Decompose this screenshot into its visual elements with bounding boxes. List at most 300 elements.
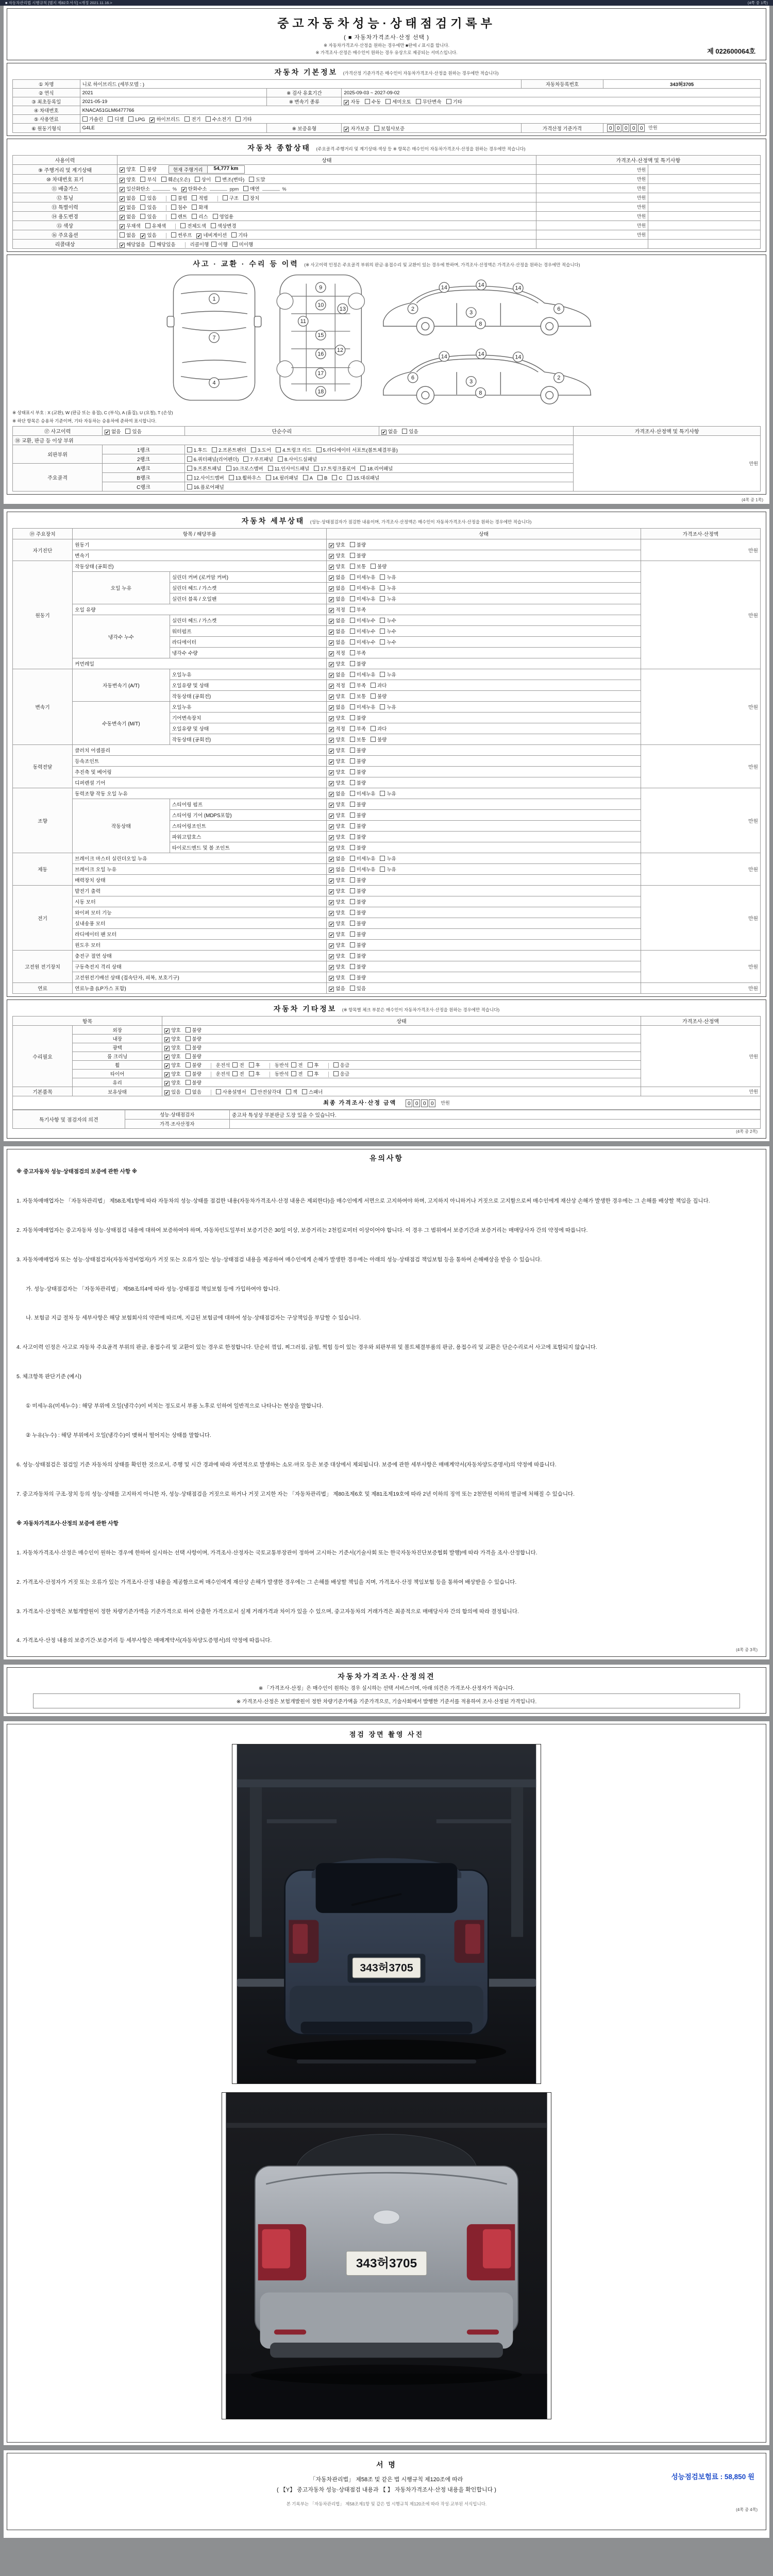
cell-text: ※ 검사 유효기간 xyxy=(287,91,322,96)
cell xyxy=(162,1070,641,1078)
checkbox-option xyxy=(350,726,366,732)
cell xyxy=(73,918,327,929)
cell xyxy=(73,658,327,669)
checkbox-checked-icon: ✔ xyxy=(329,770,334,776)
cell xyxy=(13,193,117,202)
checkbox-option xyxy=(211,242,227,248)
checkbox-checked-icon: ✔ xyxy=(329,716,334,722)
checkbox-label: 없음 xyxy=(335,575,345,581)
overall-title: 자동차 종합상태 xyxy=(247,144,311,152)
checkbox-checked-icon: ✔ xyxy=(329,749,334,754)
checkbox-option xyxy=(380,575,396,581)
checkbox-unchecked-icon xyxy=(128,116,133,122)
cell xyxy=(342,97,761,106)
cell xyxy=(170,810,327,821)
notice-body xyxy=(12,1165,761,1647)
checkbox-option xyxy=(192,196,208,201)
checkbox-label: 일산화탄소 xyxy=(126,186,150,192)
cell-text: 자동변속기 (A/T) xyxy=(102,683,140,689)
checkbox-checked-icon: ✔ xyxy=(329,987,334,992)
checkbox-unchecked-icon xyxy=(140,166,145,172)
option-group xyxy=(329,705,400,710)
panel-number-badge xyxy=(476,388,485,398)
checkbox-option xyxy=(120,177,136,183)
document-number: 제 022600064호 xyxy=(707,47,755,55)
checkbox-unchecked-icon xyxy=(350,899,355,904)
cell xyxy=(73,907,327,918)
checkbox-label: 12.사이드멤버 xyxy=(193,475,224,481)
cell xyxy=(184,473,574,482)
notice-line: ※ 자동차가격조사·산정의 보증에 관한 사항 xyxy=(16,1520,119,1527)
checkbox-label: 전체도색 xyxy=(187,223,206,229)
checkbox-unchecked-icon xyxy=(350,791,355,796)
cell-text: G4LE xyxy=(82,125,95,131)
license-plate-text: 343허3705 xyxy=(356,2256,417,2270)
cell xyxy=(327,648,641,658)
checkbox-option xyxy=(243,196,259,201)
panel-number-badge xyxy=(513,352,523,362)
cell xyxy=(162,1035,641,1043)
checkbox-unchecked-icon xyxy=(380,704,385,709)
checkbox-unchecked-icon xyxy=(380,867,385,872)
digit-box: 0 xyxy=(607,124,614,132)
checkbox-checked-icon: ✔ xyxy=(329,933,334,938)
cell xyxy=(327,550,641,561)
checkbox-label: 과다 xyxy=(377,726,387,733)
checkbox-label: 없음 xyxy=(335,867,345,873)
cell xyxy=(170,713,327,723)
cell xyxy=(170,637,327,648)
checkbox-label: 미세누유 xyxy=(356,575,376,581)
checkbox-unchecked-icon xyxy=(140,177,145,182)
checkbox-label: 없음 xyxy=(335,629,345,635)
cell-text: 고전원전기배선 상태 (접속단자, 피복, 보호기구) xyxy=(75,975,179,981)
checkbox-label: 유채색 xyxy=(152,223,166,229)
cell xyxy=(117,193,536,202)
state-code-legend-2: ※ 하단 항목은 승용차 기준이며, 기타 자동차는 승용차에 준하여 표시합니다. xyxy=(12,418,157,424)
checkbox-unchecked-icon xyxy=(212,447,217,452)
checkbox-option xyxy=(211,224,237,229)
cell-text: B랭크 xyxy=(137,476,150,482)
checkbox-label: 적정 xyxy=(335,651,345,657)
option-group xyxy=(329,835,371,840)
cell xyxy=(117,165,536,175)
checkbox-checked-icon: ✔ xyxy=(120,224,124,229)
cell-text: 배력장치 상태 xyxy=(75,878,106,884)
final-price-unit: 만원 xyxy=(441,1100,450,1106)
option-divider xyxy=(217,196,218,201)
checkbox-label: 양호 xyxy=(335,975,345,981)
cell-text: 워터펌프 xyxy=(172,629,192,635)
checkbox-label: 자동 xyxy=(350,99,360,105)
panel-number-badge xyxy=(209,378,219,387)
cell-text: 만원 xyxy=(636,167,646,173)
checkbox-label: 16.플로어패널 xyxy=(193,484,224,490)
basic-info-table xyxy=(12,79,761,133)
cell xyxy=(73,1061,162,1070)
checkbox-option xyxy=(192,205,208,211)
checkbox-option xyxy=(329,921,345,927)
checkbox-label: 불량 xyxy=(192,1054,201,1060)
option-group xyxy=(344,126,409,132)
checkbox-checked-icon: ✔ xyxy=(329,889,334,895)
checkbox-checked-icon: ✔ xyxy=(197,233,201,239)
checkbox-option xyxy=(171,233,192,239)
checkbox-label: 안전삼각대 xyxy=(257,1089,281,1095)
checkbox-option xyxy=(329,564,345,570)
cell xyxy=(170,583,327,594)
cell-text: 연료누출 (LP가스 포함) xyxy=(75,986,126,992)
checkbox-option xyxy=(329,943,345,948)
cell-text: 리콜대상 xyxy=(55,242,75,248)
checkbox-option xyxy=(329,867,345,873)
checkbox-label: 있음 xyxy=(132,429,142,435)
cell-text: 내장 xyxy=(112,1037,122,1043)
checkbox-label: 불량 xyxy=(192,1028,201,1034)
checkbox-checked-icon: ✔ xyxy=(329,694,334,700)
checkbox-label: 불량 xyxy=(356,921,366,927)
cell xyxy=(536,156,760,165)
cell-text: C랭크 xyxy=(137,485,150,491)
checkbox-option xyxy=(350,618,376,624)
cell xyxy=(73,1078,162,1087)
checkbox-label: 후 xyxy=(314,1072,319,1078)
checkbox-option xyxy=(213,214,234,220)
checkbox-checked-icon: ✔ xyxy=(329,922,334,927)
checkbox-label: 양호 xyxy=(335,943,345,949)
cell xyxy=(13,230,117,240)
checkbox-unchecked-icon xyxy=(316,447,322,452)
checkbox-option xyxy=(303,476,313,481)
checkbox-checked-icon: ✔ xyxy=(120,167,124,173)
cell xyxy=(641,886,760,951)
digit-box: 0 xyxy=(615,124,621,132)
option-group xyxy=(164,1072,354,1077)
cell xyxy=(327,961,641,972)
cell xyxy=(73,1052,162,1061)
cell-text: 커먼레일 xyxy=(75,662,94,668)
checkbox-unchecked-icon xyxy=(308,1071,313,1076)
checkbox-unchecked-icon xyxy=(231,232,237,238)
checkbox-unchecked-icon xyxy=(251,1089,256,1094)
cell xyxy=(327,637,641,648)
checkbox-label: 1.후드 xyxy=(193,447,207,453)
checkbox-option xyxy=(186,1028,201,1033)
cell xyxy=(327,983,641,994)
checkbox-option xyxy=(350,597,376,602)
checkbox-checked-icon: ✔ xyxy=(329,824,334,830)
checkbox-checked-icon: ✔ xyxy=(150,117,155,123)
checkbox-unchecked-icon xyxy=(350,964,355,969)
checkbox-unchecked-icon xyxy=(350,693,355,699)
option-group xyxy=(329,824,371,829)
checkbox-option xyxy=(350,607,366,613)
cell xyxy=(184,445,574,454)
checkbox-checked-icon: ✔ xyxy=(329,727,334,733)
cell-text: 만원 xyxy=(636,223,646,229)
cell xyxy=(13,669,73,745)
cell xyxy=(73,777,327,788)
checkbox-label: 적정 xyxy=(335,683,345,689)
checkbox-unchecked-icon xyxy=(350,553,355,558)
checkbox-label: 화재 xyxy=(198,205,208,211)
checkbox-option xyxy=(120,233,136,239)
checkbox-unchecked-icon xyxy=(317,475,323,480)
checkbox-option xyxy=(186,1037,201,1042)
cell xyxy=(73,929,327,940)
option-group xyxy=(329,683,391,689)
checkbox-unchecked-icon xyxy=(350,704,355,709)
cell xyxy=(13,80,80,89)
checkbox-label: 누유 xyxy=(386,586,396,592)
checkbox-unchecked-icon xyxy=(350,845,355,850)
checkbox-label: 없음 xyxy=(335,618,345,624)
notice-line: ※ 중고자동차 성능·상태점검의 보증에 관한 사항 ※ xyxy=(16,1168,138,1175)
option-group xyxy=(120,167,161,173)
panel-number-badge xyxy=(335,345,345,355)
panel-number-badge xyxy=(316,283,326,293)
option-group xyxy=(329,553,371,559)
license-plate-text: 343허3705 xyxy=(360,1961,413,1974)
cell xyxy=(13,97,80,106)
checkbox-unchecked-icon xyxy=(266,475,271,480)
checkbox-option xyxy=(120,205,136,211)
cell xyxy=(327,896,641,907)
checkbox-unchecked-icon xyxy=(333,1062,339,1067)
svg-text:10: 10 xyxy=(317,302,324,309)
checkbox-option xyxy=(329,975,345,981)
brand-emblem-icon xyxy=(374,2210,400,2224)
cell xyxy=(13,983,73,994)
option-group xyxy=(187,476,384,481)
cell xyxy=(170,691,327,702)
panel-number-badge xyxy=(408,373,417,383)
checkbox-label: 양호 xyxy=(171,1045,181,1052)
cell xyxy=(603,124,761,133)
checkbox-unchecked-icon xyxy=(206,116,211,122)
inspection-photos-section xyxy=(7,1724,766,2443)
checkbox-unchecked-icon xyxy=(350,585,355,590)
cell xyxy=(117,202,536,212)
option-group xyxy=(187,485,229,490)
cell xyxy=(648,230,761,240)
digit-box: 0 xyxy=(623,124,629,132)
checkbox-unchecked-icon xyxy=(286,1089,291,1094)
checkbox-option xyxy=(385,99,411,105)
cell xyxy=(13,886,73,951)
checkbox-label: 해당있음 xyxy=(156,242,176,248)
checkbox-option xyxy=(333,1063,349,1069)
value-blank xyxy=(262,186,280,191)
checkbox-unchecked-icon xyxy=(213,214,218,219)
cell xyxy=(327,680,641,691)
option-group xyxy=(329,726,391,732)
checkbox-option xyxy=(140,233,156,239)
cell-text: 제동 xyxy=(38,867,47,873)
checkbox-unchecked-icon xyxy=(187,475,192,480)
checkbox-option xyxy=(350,975,366,981)
cell xyxy=(641,1016,760,1026)
checkbox-label: 불량 xyxy=(356,813,366,819)
checkbox-unchecked-icon xyxy=(350,542,355,547)
cell-text: 작동상태 (공회전) xyxy=(75,564,114,570)
option-group xyxy=(329,748,371,754)
option-group xyxy=(329,845,371,851)
cell-text: 오일 유량 xyxy=(75,607,96,614)
checkbox-option xyxy=(187,457,239,463)
checkbox-label: 전 xyxy=(298,1063,303,1069)
overall-note: (주요골격·주행거리 및 계기상태·색상 등 ※ 항목은 매수인이 자동차가격조사·산정을 원하는 경우에만 적습니다) xyxy=(316,146,526,151)
checkbox-checked-icon: ✔ xyxy=(165,1037,169,1043)
cell xyxy=(641,788,760,853)
unit-label: 만원 xyxy=(648,125,658,131)
cell xyxy=(73,896,327,907)
cell xyxy=(327,907,641,918)
panel-number-badge xyxy=(298,316,308,326)
cell xyxy=(73,940,327,951)
cell-text: 브레이크 마스터 실린더오일 누유 xyxy=(75,856,147,862)
checkbox-label: 미세누유 xyxy=(356,705,376,711)
cell-text: 자동차등록번호 xyxy=(545,82,579,88)
checkbox-option xyxy=(243,187,286,192)
cell xyxy=(80,97,267,106)
accident-history-section xyxy=(7,255,766,495)
cell-text: A랭크 xyxy=(137,466,150,472)
checkbox-label: 양호 xyxy=(335,889,345,895)
checkbox-label: 구조 xyxy=(229,195,239,201)
cell xyxy=(170,669,327,680)
checkbox-unchecked-icon xyxy=(371,737,376,742)
notice-line: 4. 사고이력 인정은 사고로 자동차 주요골격 부위의 판금, 용접수리 및 교환이 있는 경우로 한정합니다. 단순히 꺾임, 찌그러짐, 긁힘, 찍힘 등이 있는 경우와 외판부위 및 볼트체결부품의 판금, 용접수리 및 교환은 단순수리로서 사고에 포함되지 않습니다. xyxy=(16,1344,597,1351)
cell xyxy=(103,464,185,473)
checkbox-option xyxy=(371,683,386,689)
checkbox-option xyxy=(350,759,366,765)
checkbox-label: 불량 xyxy=(356,759,366,765)
cell xyxy=(73,951,327,961)
panel-number-badge xyxy=(466,308,476,317)
checkbox-label: 이행 xyxy=(218,242,228,248)
checkbox-label: 불량 xyxy=(356,975,366,981)
cell-text: 와이퍼 모터 기능 xyxy=(75,910,112,917)
cell xyxy=(327,832,641,842)
checkbox-option xyxy=(171,205,187,211)
checkbox-label: 양호 xyxy=(335,716,345,722)
cell-text: ⑫ 튜닝 xyxy=(57,196,74,202)
cell-text: ⑥ 원동기형식 xyxy=(31,126,61,132)
checkbox-label: 영업용 xyxy=(219,214,234,220)
option-group xyxy=(329,629,400,635)
checkbox-checked-icon: ✔ xyxy=(329,586,334,592)
cell-text: 만원 xyxy=(749,1089,758,1095)
checkbox-option xyxy=(329,824,345,829)
final-price-label: 최종 가격조사·산정 금액 xyxy=(323,1100,397,1107)
checkbox-unchecked-icon xyxy=(171,214,176,219)
cell-text: 기어변속장치 xyxy=(172,716,201,722)
checkbox-label: 누수 xyxy=(386,629,396,635)
checkbox-option xyxy=(120,214,136,220)
option-group-label: 리콜이행 xyxy=(190,242,209,248)
checkbox-option xyxy=(186,1072,201,1077)
cell-text: 휠 xyxy=(115,1063,120,1069)
checkbox-label: 양호 xyxy=(335,781,345,787)
checkbox-option xyxy=(278,457,317,463)
price-opinion-line: ※ 「가격조사·산정」은 매수인이 원하는 경우 실시하는 선택 서비스이며, 아래 의견은 가격조사·산정자가 적습니다. xyxy=(258,1685,515,1691)
checkbox-option xyxy=(329,845,345,851)
option-group xyxy=(329,975,371,981)
checkbox-label: 불량 xyxy=(147,167,157,173)
checkbox-option xyxy=(186,1063,201,1069)
panel-number-badge xyxy=(209,333,219,343)
cell xyxy=(13,184,117,193)
photo-list xyxy=(12,1744,761,2419)
cell xyxy=(327,669,641,680)
cell-text: 만원 xyxy=(748,964,758,971)
cell xyxy=(13,89,80,97)
checkbox-option xyxy=(350,986,366,992)
checkbox-option xyxy=(187,466,222,472)
option-group-label: 동반석 xyxy=(274,1072,289,1078)
checkbox-unchecked-icon xyxy=(371,693,376,699)
checkbox-label: 하이브리드 xyxy=(156,117,180,123)
etc-title: 자동차 기타정보 xyxy=(273,1005,337,1013)
checkbox-option xyxy=(212,448,246,453)
option-group xyxy=(329,770,371,775)
cell-text: ⑮ 색상 xyxy=(57,224,74,230)
odometer-label: 현재 주행거리 xyxy=(169,166,208,173)
checkbox-unchecked-icon xyxy=(140,205,145,210)
checkbox-option xyxy=(120,224,141,229)
checkbox-option xyxy=(350,662,366,667)
checkbox-label: 자가보증 xyxy=(350,126,370,132)
accident-history-table xyxy=(12,426,761,492)
option-group xyxy=(187,466,398,472)
cell-text: 1랭크 xyxy=(137,448,150,454)
checkbox-option xyxy=(329,575,345,581)
checkbox-unchecked-icon xyxy=(350,931,355,937)
checkbox-unchecked-icon xyxy=(385,99,391,104)
checkbox-label: 3.도어 xyxy=(257,447,272,453)
checkbox-label: 사용설명서 xyxy=(222,1089,246,1095)
checkbox-label: 8.사이드실패널 xyxy=(284,456,317,463)
data-table xyxy=(12,155,761,249)
checkbox-unchecked-icon xyxy=(232,242,238,247)
checkbox-unchecked-icon xyxy=(229,475,234,480)
checkbox-unchecked-icon xyxy=(120,232,125,238)
checkbox-label: 불량 xyxy=(356,716,366,722)
notice-line: ② 누유(누수) : 해당 부위에서 오일(냉각수)이 맺혀서 떨어지는 상태를 말합니다. xyxy=(26,1432,211,1439)
cell xyxy=(641,669,760,745)
cell-text: ⑨ 주행거리 및 계기상태 xyxy=(38,167,92,174)
checkbox-label: 양호 xyxy=(171,1037,181,1043)
cell xyxy=(641,983,760,994)
cell xyxy=(117,156,536,165)
checkbox-option xyxy=(350,845,366,851)
cell xyxy=(13,853,73,886)
cell-text: 시동 모터 xyxy=(75,900,96,906)
cell xyxy=(342,89,761,97)
checkbox-option xyxy=(371,694,386,700)
header-note-2: ※ 가격조사·산정은 매수인이 원하는 경우 유상으로 제공되는 서비스입니다. xyxy=(315,50,458,55)
svg-text:3: 3 xyxy=(469,379,473,385)
panel-number-badge xyxy=(316,349,326,359)
checkbox-label: 과다 xyxy=(377,683,387,689)
cell-text: 만원 xyxy=(636,205,646,210)
form-reference: ■ 자동차관리법 시행규칙 [별지 제82호서식] <개정 2021.11.16.> xyxy=(5,1,112,5)
detail-title: 자동차 세부상태 xyxy=(241,517,305,526)
checkbox-label: 부족 xyxy=(356,683,366,689)
cell xyxy=(13,745,73,788)
checkbox-label: 색상변경 xyxy=(217,223,237,229)
